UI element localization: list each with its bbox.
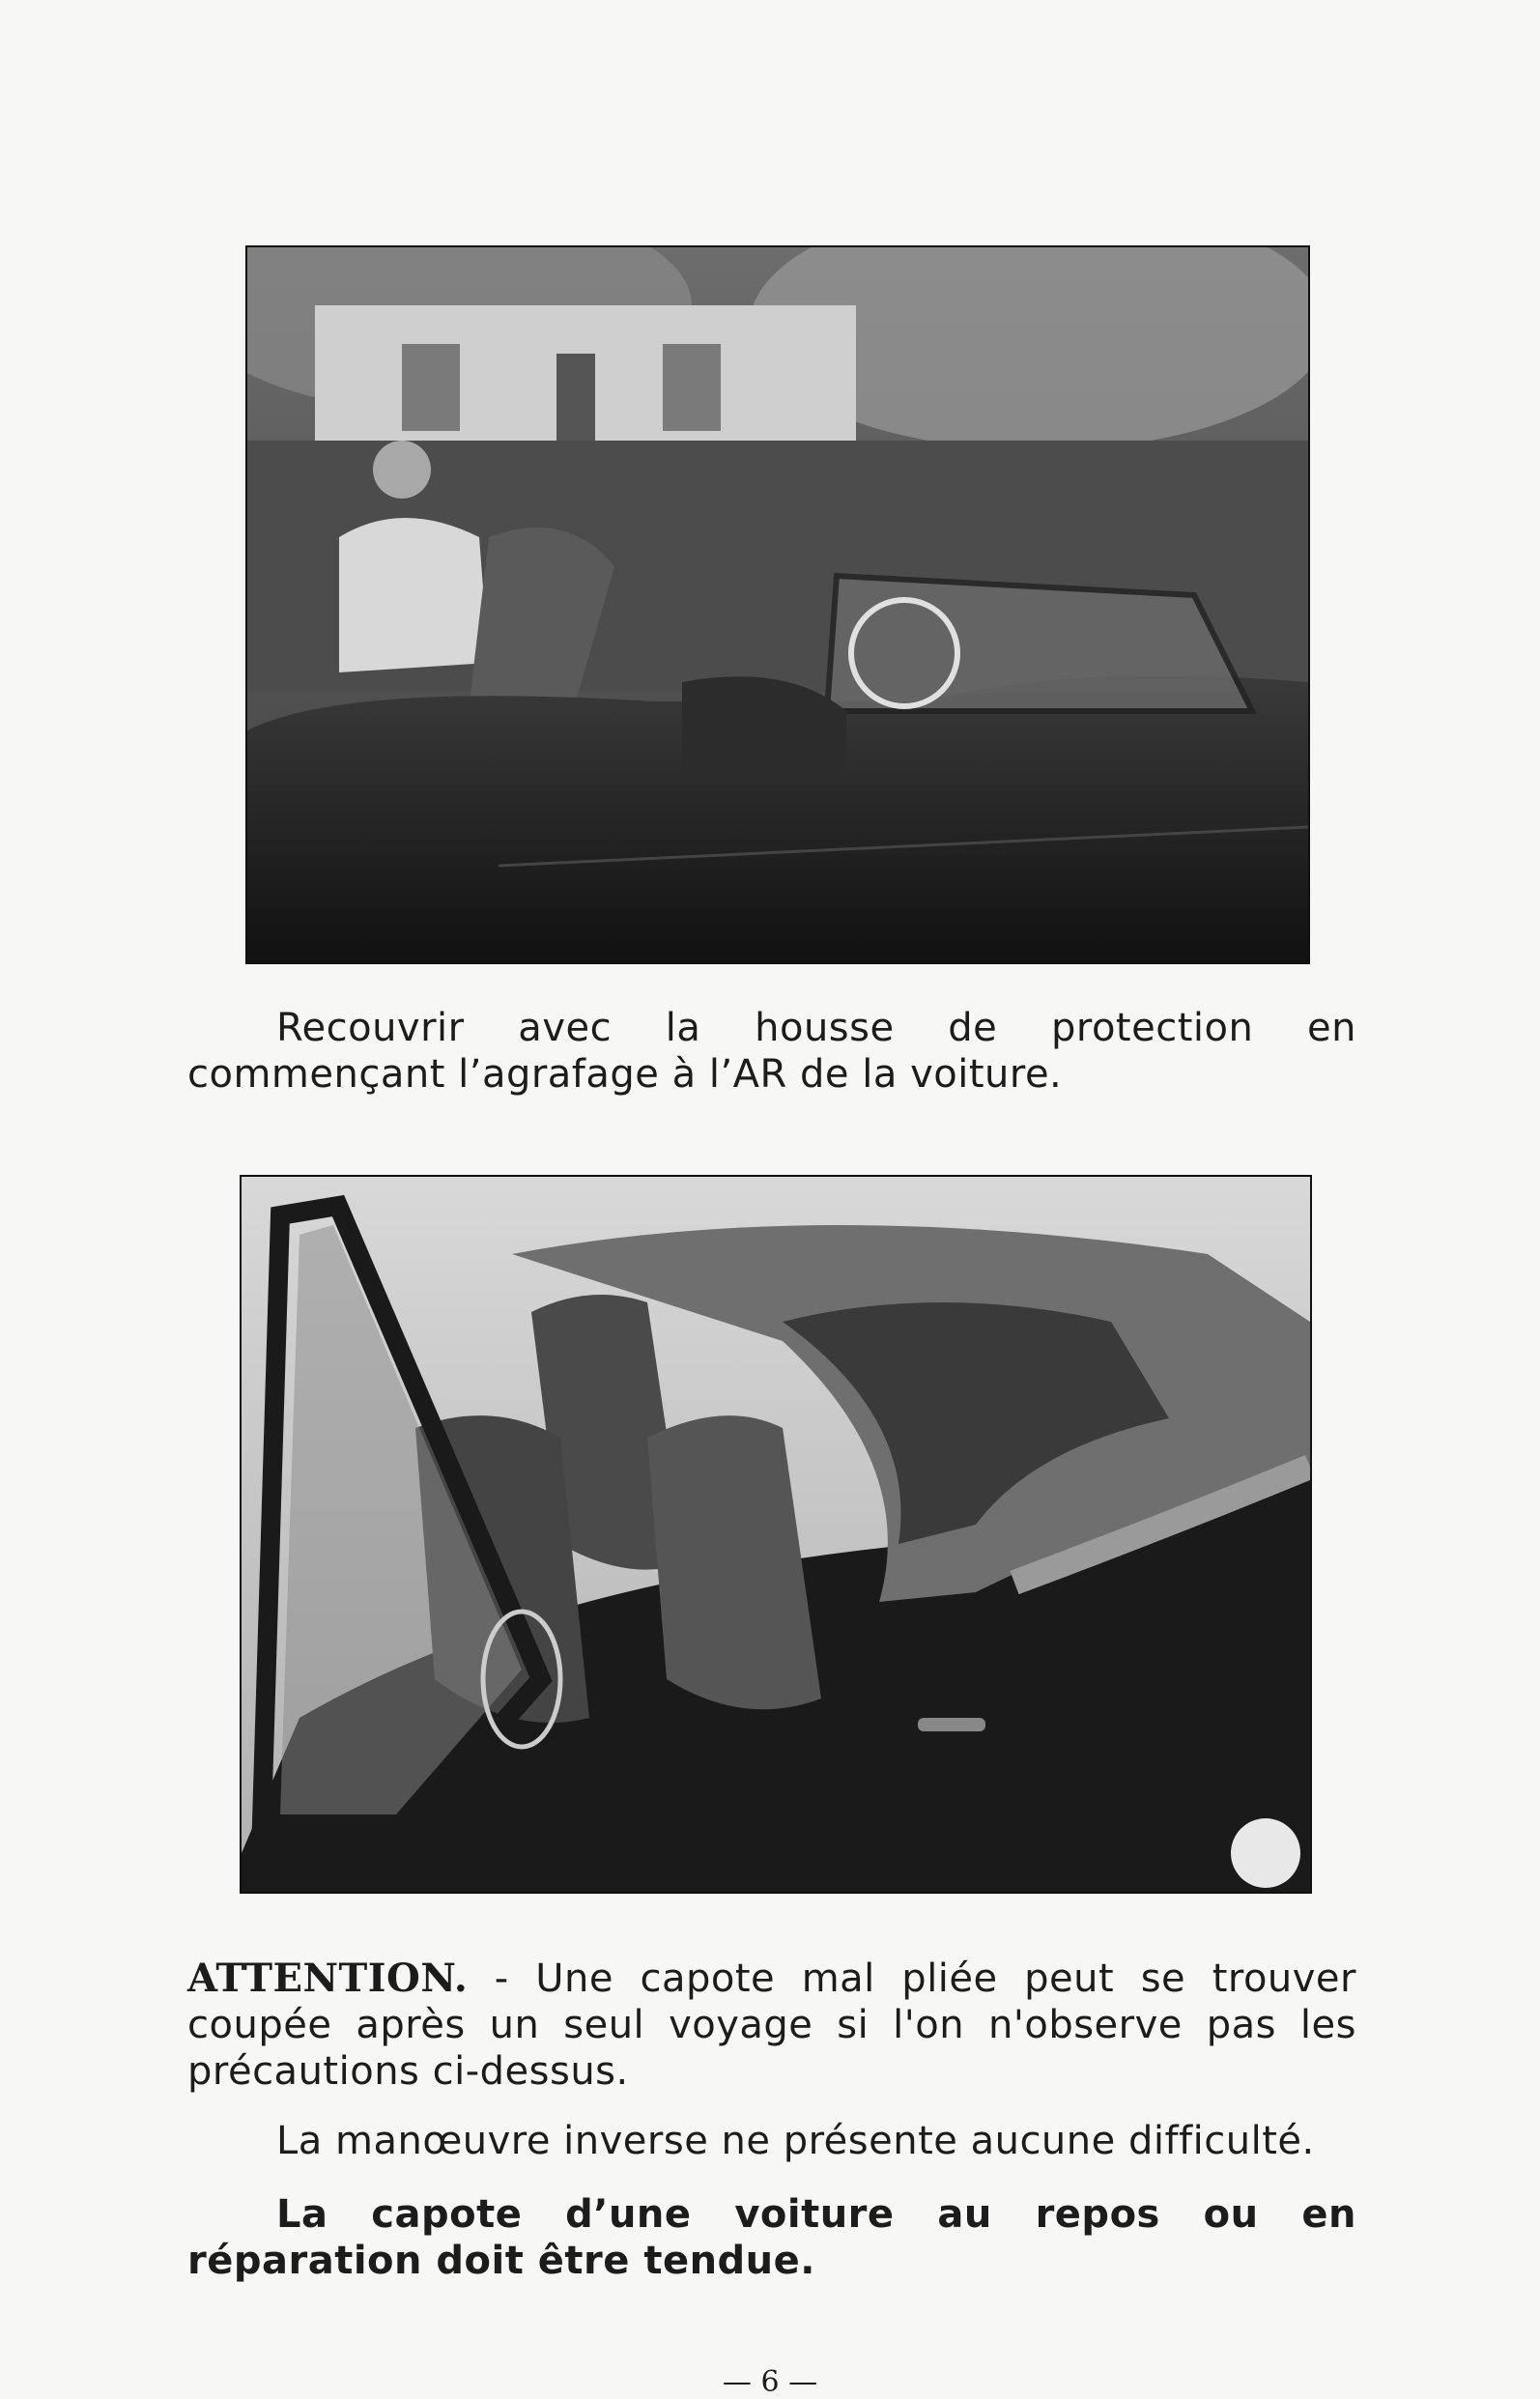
warning-paragraph <box>187 1956 1356 2095</box>
figure1-caption: Recouvrir avec la housse de protection en commençant l’agrafage à l’AR de la voiture. <box>187 1006 1356 1097</box>
warning-separator: - <box>468 1956 536 2001</box>
repos-paragraph: La capote d’une voiture au repos ou en réparation doit être tendue. <box>187 2192 1356 2283</box>
photo-convertible-interior-image <box>242 1177 1310 1892</box>
page-number: — 6 — <box>722 2365 818 2399</box>
inverse-paragraph: La manœuvre inverse ne présente aucune difficulté. <box>276 2119 1315 2163</box>
warning-text: Une capote mal pliée peut se trouver coupée après un seul voyage si l'on n'observe pas les précautions ci-dessus. <box>187 1956 1356 2094</box>
photo-convertible-cover-image <box>247 247 1308 962</box>
photo-convertible-cover <box>245 245 1310 964</box>
photo-convertible-interior <box>240 1175 1312 1894</box>
warning-lead: ATTENTION. <box>187 1956 469 2001</box>
